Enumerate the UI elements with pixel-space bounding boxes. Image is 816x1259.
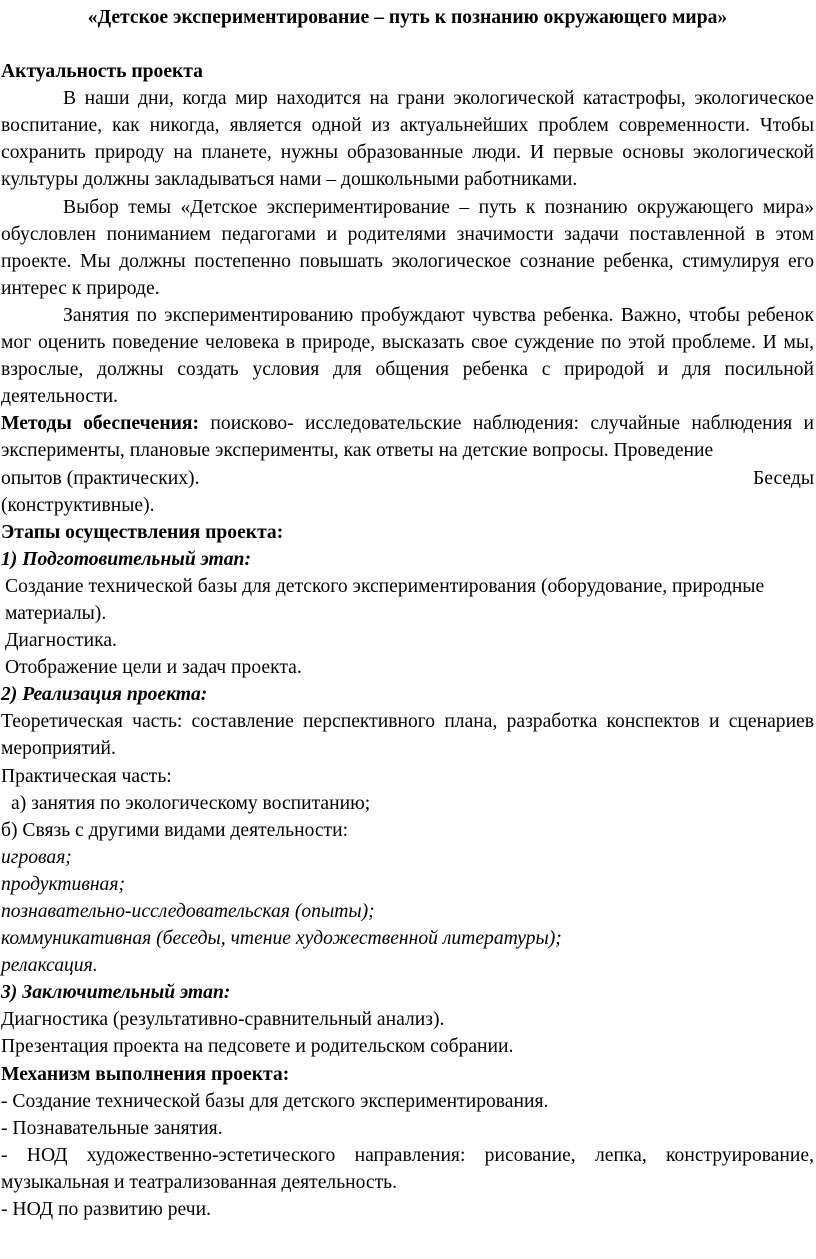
stage1-item: Создание технической базы для детского экспериментирования (оборудование, природные материалы). (5, 575, 765, 624)
stages-heading: Этапы осуществления проекта: (1, 521, 284, 543)
methods-line4: (конструктивные). (1, 494, 155, 516)
mechanism-item: - Познавательные занятия. (1, 1117, 223, 1139)
methods-paragraph (1, 410, 814, 464)
activity-item: познавательно-исследовательская (опыты); (1, 901, 375, 922)
relevance-paragraph-1: В наши дни, когда мир находится на грани экологической катастрофы, экологическое воспитание, как никогда, является одной из актуальнейших проблем современности. Чтобы сохранить природу на планете, нужны образованные люди. И первые основы экологической культуры должны закладываться нами – дошкольными работниками. (1, 88, 814, 191)
stage1-item: Отображение цели и задач проекта. (5, 657, 302, 679)
methods-label: Методы обеспечения: (1, 413, 200, 435)
stage2-heading: 2) Реализация проекта: (1, 684, 208, 706)
mechanism-heading: Механизм выполнения проекта: (1, 1063, 290, 1085)
stage3-item: Презентация проекта на педсовете и родительском собрании. (1, 1036, 514, 1058)
stage2-practice: Практическая часть: (1, 765, 172, 787)
mechanism-item: - НОД по развитию речи. (1, 1199, 211, 1221)
methods-text: поисково- исследовательские наблюдения: случайные наблюдения и эксперименты, плановые эксперименты, как ответы на детские вопросы. Проведение (1, 413, 814, 462)
relevance-paragraph-3: Занятия по экспериментированию пробуждают чувства ребенка. Важно, чтобы ребенок мог оценить поведение человека в природе, высказать свое суждение по этой проблеме. И мы, взрослые, должны создать условия для общения ребенка с природой и для посильной деятельности. (1, 304, 814, 408)
stage1-item: Диагностика. (5, 630, 117, 652)
relevance-heading: Актуальность проекта (1, 61, 203, 83)
stage2-item-a: а) занятия по экологическому воспитанию; (11, 792, 371, 814)
mechanism-item: - НОД художественно-эстетического направления: рисование, лепка, конструирование, музыкальная и театрализованная деятельность. (1, 1144, 814, 1193)
activity-item: релаксация. (1, 955, 98, 977)
mechanism-item: - Создание технической базы для детского экспериментирования. (1, 1090, 549, 1112)
stage1-heading: 1) Подготовительный этап: (1, 548, 251, 570)
stage3-item: Диагностика (результативно-сравнительный анализ). (1, 1009, 445, 1031)
stage2-theory: Теоретическая часть: составление перспективного плана, разработка конспектов и сценариев мероприятий. (1, 711, 814, 760)
activity-item: коммуникативная (беседы, чтение художественной литературы); (1, 928, 562, 950)
activity-item: продуктивная; (1, 873, 125, 895)
stage2-item-b: б) Связь с другими видами деятельности: (1, 819, 349, 841)
methods-line3-left: опытов (практических). (1, 467, 200, 489)
activity-item: игровая; (1, 846, 72, 868)
methods-line-split (1, 465, 814, 492)
stage3-heading: 3) Заключительный этап: (1, 982, 231, 1004)
document-title: «Детское экспериментирование – путь к познанию окружающего мира» (87, 7, 728, 28)
spacer (1, 31, 814, 58)
methods-line3-right: Беседы (753, 467, 814, 489)
relevance-paragraph-2: Выбор темы «Детское экспериментирование – путь к познанию окружающего мира» обусловлен пониманием педагогами и родителями значимости задачи поставленной в этом проекте. Мы должны постепенно повышать экологическое сознание ребенка, стимулируя его интерес к природе. (1, 196, 814, 299)
